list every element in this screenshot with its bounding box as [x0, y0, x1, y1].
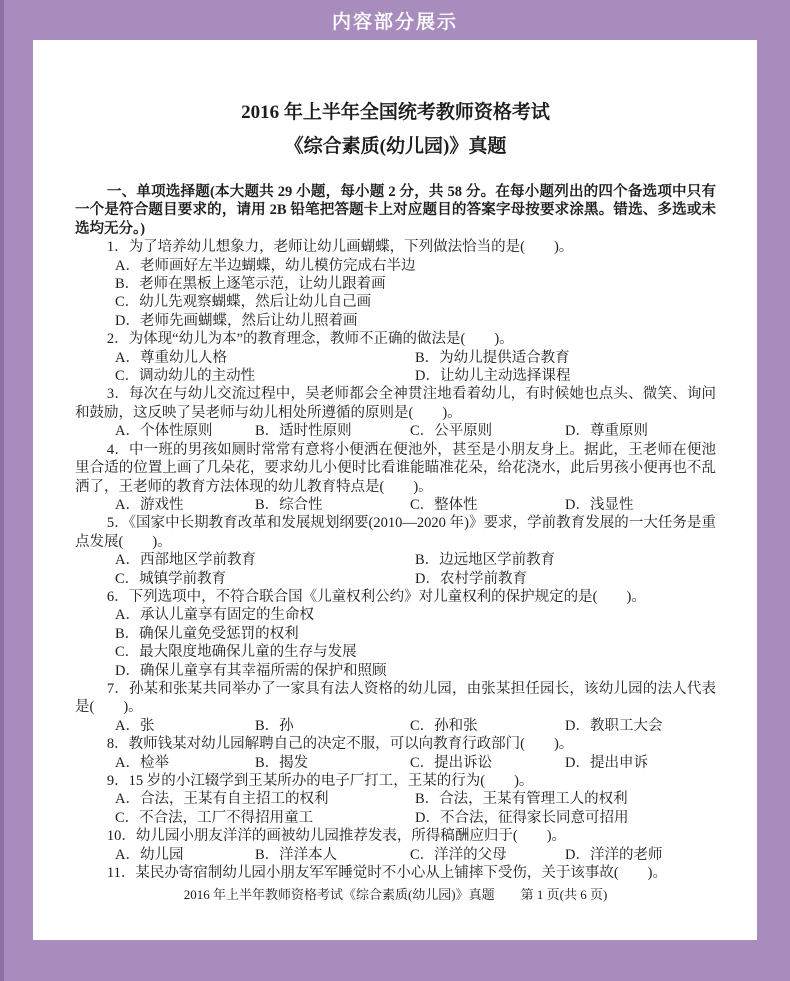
option-item: B．合法，王某有管理工人的权利 [415, 791, 628, 808]
option-item: B．综合性 [255, 496, 323, 513]
question-stem: 4．中一班的男孩如厕时常常有意将小便洒在便池外，甚至是小朋友身上。据此，王老师在便池里合适的位置上画了几朵花，要求幼儿小便时比看谁能瞄准花朵，给花浇水，此后男孩小便再也不乱洒了，王老师的教育方法体现的幼儿教育特点是( )。 [75, 441, 716, 495]
question-stem: 5．《国家中长期教育改革和发展规划纲要(2010—2020 年)》要求，学前教育发展的一大任务是重点发展( )。 [75, 515, 716, 550]
options-row [75, 717, 716, 735]
question [75, 735, 716, 772]
question-stem: 9．15 岁的小江辍学到王某所办的电子厂打工，王某的行为( )。 [106, 773, 534, 789]
option-item: A．个体性原则 [115, 423, 213, 440]
options-row [75, 551, 716, 569]
option-item: A．尊重幼儿人格 [115, 349, 227, 366]
option-item: C．幼儿先观察蝴蝶，然后让幼儿自己画 [115, 294, 372, 311]
options-row [75, 349, 716, 367]
question [75, 238, 716, 330]
question [75, 441, 716, 515]
page-footer: 2016 年上半年教师资格考试《综合素质(幼儿园)》真题 第 1 页(共 6 页) [183, 887, 608, 903]
option-item: A．检举 [115, 754, 169, 771]
question-stem: 2．为体现“幼儿为本”的教育理念，教师不正确的做法是( )。 [106, 331, 514, 348]
option-item: A．游戏性 [115, 496, 184, 513]
option-item: B．适时性原则 [255, 423, 352, 440]
option-item: D．浅显性 [565, 496, 634, 513]
question-stem: 7．孙某和张某共同举办了一家具有法人资格的幼儿园，由张某担任园长，该幼儿园的法人代表是( )。 [75, 680, 716, 716]
options-row [75, 846, 716, 864]
option-item: B．边远地区学前教育 [415, 552, 556, 569]
option-item: C．城镇学前教育 [115, 570, 227, 587]
question [75, 827, 716, 864]
question-stem: 11．某民办寄宿制幼儿园小朋友军军睡觉时不小心从上铺摔下受伤，关于该事故( )。 [106, 865, 668, 882]
option-item: C．不合法，工厂不得招用童工 [115, 809, 314, 826]
question [75, 864, 716, 882]
option-item: A．西部地区学前教育 [115, 552, 256, 569]
option-item: A．幼儿园 [115, 846, 184, 863]
doc-title: 2016 年上半年全国统考教师资格考试 [241, 102, 550, 123]
option-item: B．为幼儿提供适合教育 [415, 349, 570, 366]
option-item: D．农村学前教育 [415, 570, 527, 587]
option-item: C．整体性 [410, 496, 478, 513]
option-item: B．确保儿童免受惩罚的权利 [115, 625, 299, 642]
option-item: A．老师画好左半边蝴蝶，幼儿模仿完成右半边 [115, 257, 416, 274]
section-intro: 一、单项选择题(本大题共 29 小题，每小题 2 分，共 58 分。在每小题列出的四个备选项中只有一个是符合题目要求的，请用 2B 铅笔把答题卡上对应题目的答案字母按要求涂黑。错选、多选或未选均无分。) [75, 184, 716, 237]
option-item: C．孙和张 [410, 717, 478, 734]
options-row [75, 367, 716, 385]
question-stem: 3．每次在与幼儿交流过程中，吴老师都会全神贯注地看着幼儿，有时候她也点头、微笑、询问和鼓励，这反映了吴老师与幼儿相处所遵循的原则是( )。 [75, 386, 716, 421]
question [75, 588, 716, 680]
question [75, 772, 716, 827]
option-item: D．尊重原则 [565, 423, 648, 440]
question [75, 385, 716, 440]
option-item: D．提出申诉 [565, 754, 648, 771]
left-edge-strip [0, 0, 4, 981]
question [75, 514, 716, 588]
option-item: B．洋洋本人 [255, 846, 338, 863]
question-stem: 6．下列选项中，不符合联合国《儿童权利公约》对儿童权利的保护规定的是( )。 [106, 588, 646, 605]
question [75, 330, 716, 385]
option-item: B．揭发 [255, 754, 309, 771]
questions-container [75, 238, 716, 882]
option-item: A．张 [115, 717, 155, 734]
options-row [75, 496, 716, 514]
option-item: D．教职工大会 [565, 717, 663, 734]
option-item: D．让幼儿主动选择课程 [415, 368, 571, 385]
banner-title: 内容部分展示 [331, 11, 458, 33]
option-item: C．公平原则 [410, 423, 493, 440]
options-row [75, 790, 716, 808]
option-item: B．孙 [255, 717, 294, 734]
options-row [75, 809, 716, 827]
options-row [75, 754, 716, 772]
document-page [33, 40, 757, 940]
option-item: C．提出诉讼 [410, 754, 493, 771]
question [75, 680, 716, 735]
option-item: D．确保儿童享有其幸福所需的保护和照顾 [115, 662, 387, 679]
options-row [75, 570, 716, 588]
option-item: C．调动幼儿的主动性 [115, 368, 256, 385]
option-item: C．最大限度地确保儿童的生存与发展 [115, 644, 357, 661]
option-item: D．洋洋的老师 [565, 846, 663, 863]
question-stem: 1．为了培养幼儿想象力，老师让幼儿画蝴蝶，下列做法恰当的是( )。 [106, 239, 574, 256]
option-item: C．洋洋的父母 [410, 846, 507, 863]
option-item: B．老师在黑板上逐笔示范，让幼儿跟着画 [115, 276, 386, 293]
banner [0, 0, 790, 40]
question-stem: 10．幼儿园小朋友洋洋的画被幼儿园推荐发表，所得稿酬应归于( )。 [106, 828, 567, 845]
question-stem: 8．教师钱某对幼儿园解聘自己的决定不服，可以向教育行政部门( )。 [106, 736, 574, 753]
doc-subtitle: 《综合素质(幼儿园)》真题 [284, 136, 507, 157]
option-item: A．合法，王某有自主招工的权利 [115, 791, 329, 808]
option-item: D．不合法，征得家长同意可招用 [415, 809, 629, 826]
options-row [75, 422, 716, 440]
option-item: A．承认儿童享有固定的生命权 [115, 607, 314, 624]
option-item: D．老师先画蝴蝶，然后让幼儿照着画 [115, 312, 358, 329]
